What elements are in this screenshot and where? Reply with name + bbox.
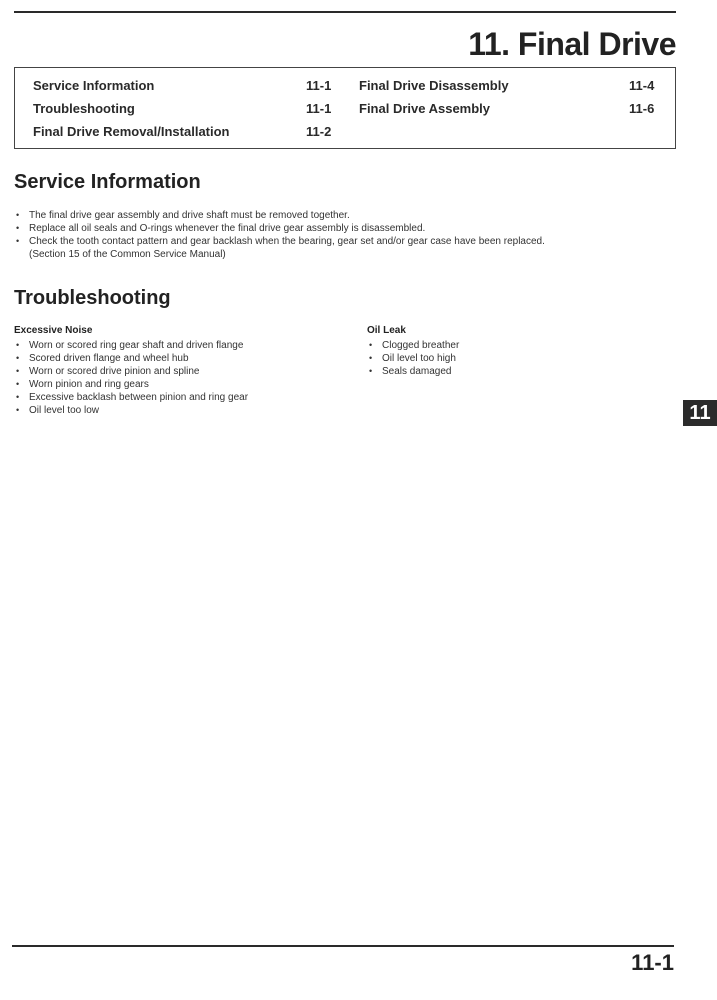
list-item: • Worn or scored drive pinion and spline xyxy=(14,365,354,378)
toc-entry-title: Final Drive Removal/Installation xyxy=(33,124,230,139)
list-item: • Seals damaged xyxy=(367,365,647,378)
toc-entry-title: Troubleshooting xyxy=(33,101,135,116)
table-of-contents xyxy=(14,67,676,149)
list-item: • Worn pinion and ring gears xyxy=(14,378,354,391)
list-item: • Check the tooth contact pattern and gear backlash when the bearing, gear set and/or gear case have been replaced. xyxy=(14,235,679,248)
toc-entry-page: 11-1 xyxy=(306,101,332,116)
page-number: 11-1 xyxy=(631,950,674,975)
list-item: • Replace all oil seals and O-rings whenever the final drive gear assembly is disassembled. xyxy=(14,222,679,235)
list-item: • Clogged breather xyxy=(367,339,647,352)
toc-entry-page: 11-4 xyxy=(629,78,655,93)
toc-entry-title: Final Drive Assembly xyxy=(359,101,491,116)
service-information-heading: Service Information xyxy=(14,171,201,193)
bottom-rule xyxy=(12,945,674,947)
toc-entry-title: Service Information xyxy=(33,78,155,93)
excessive-noise-list xyxy=(14,339,354,417)
toc-entry-title: Final Drive Disassembly xyxy=(359,78,509,93)
service-information-list xyxy=(14,209,679,261)
list-item: • Oil level too high xyxy=(367,352,647,365)
list-item-continuation: (Section 15 of the Common Service Manual) xyxy=(29,249,226,260)
chapter-title: 11. Final Drive xyxy=(468,26,676,62)
list-item: • Scored driven flange and wheel hub xyxy=(14,352,354,365)
oil-leak-heading: Oil Leak xyxy=(367,325,406,336)
list-item: • The final drive gear assembly and drive shaft must be removed together. xyxy=(14,209,679,222)
excessive-noise-heading: Excessive Noise xyxy=(14,325,93,336)
toc-entry-page: 11-6 xyxy=(629,101,655,116)
list-item: • Excessive backlash between pinion and ring gear xyxy=(14,391,354,404)
top-rule xyxy=(14,11,676,13)
toc-entry-page: 11-1 xyxy=(306,78,332,93)
chapter-tab-marker: 11 xyxy=(683,400,717,426)
list-item: • Worn or scored ring gear shaft and driven flange xyxy=(14,339,354,352)
list-item: • Oil level too low xyxy=(14,404,354,417)
oil-leak-list xyxy=(367,339,647,378)
toc-entry-page: 11-2 xyxy=(306,124,332,139)
troubleshooting-heading: Troubleshooting xyxy=(14,287,171,309)
